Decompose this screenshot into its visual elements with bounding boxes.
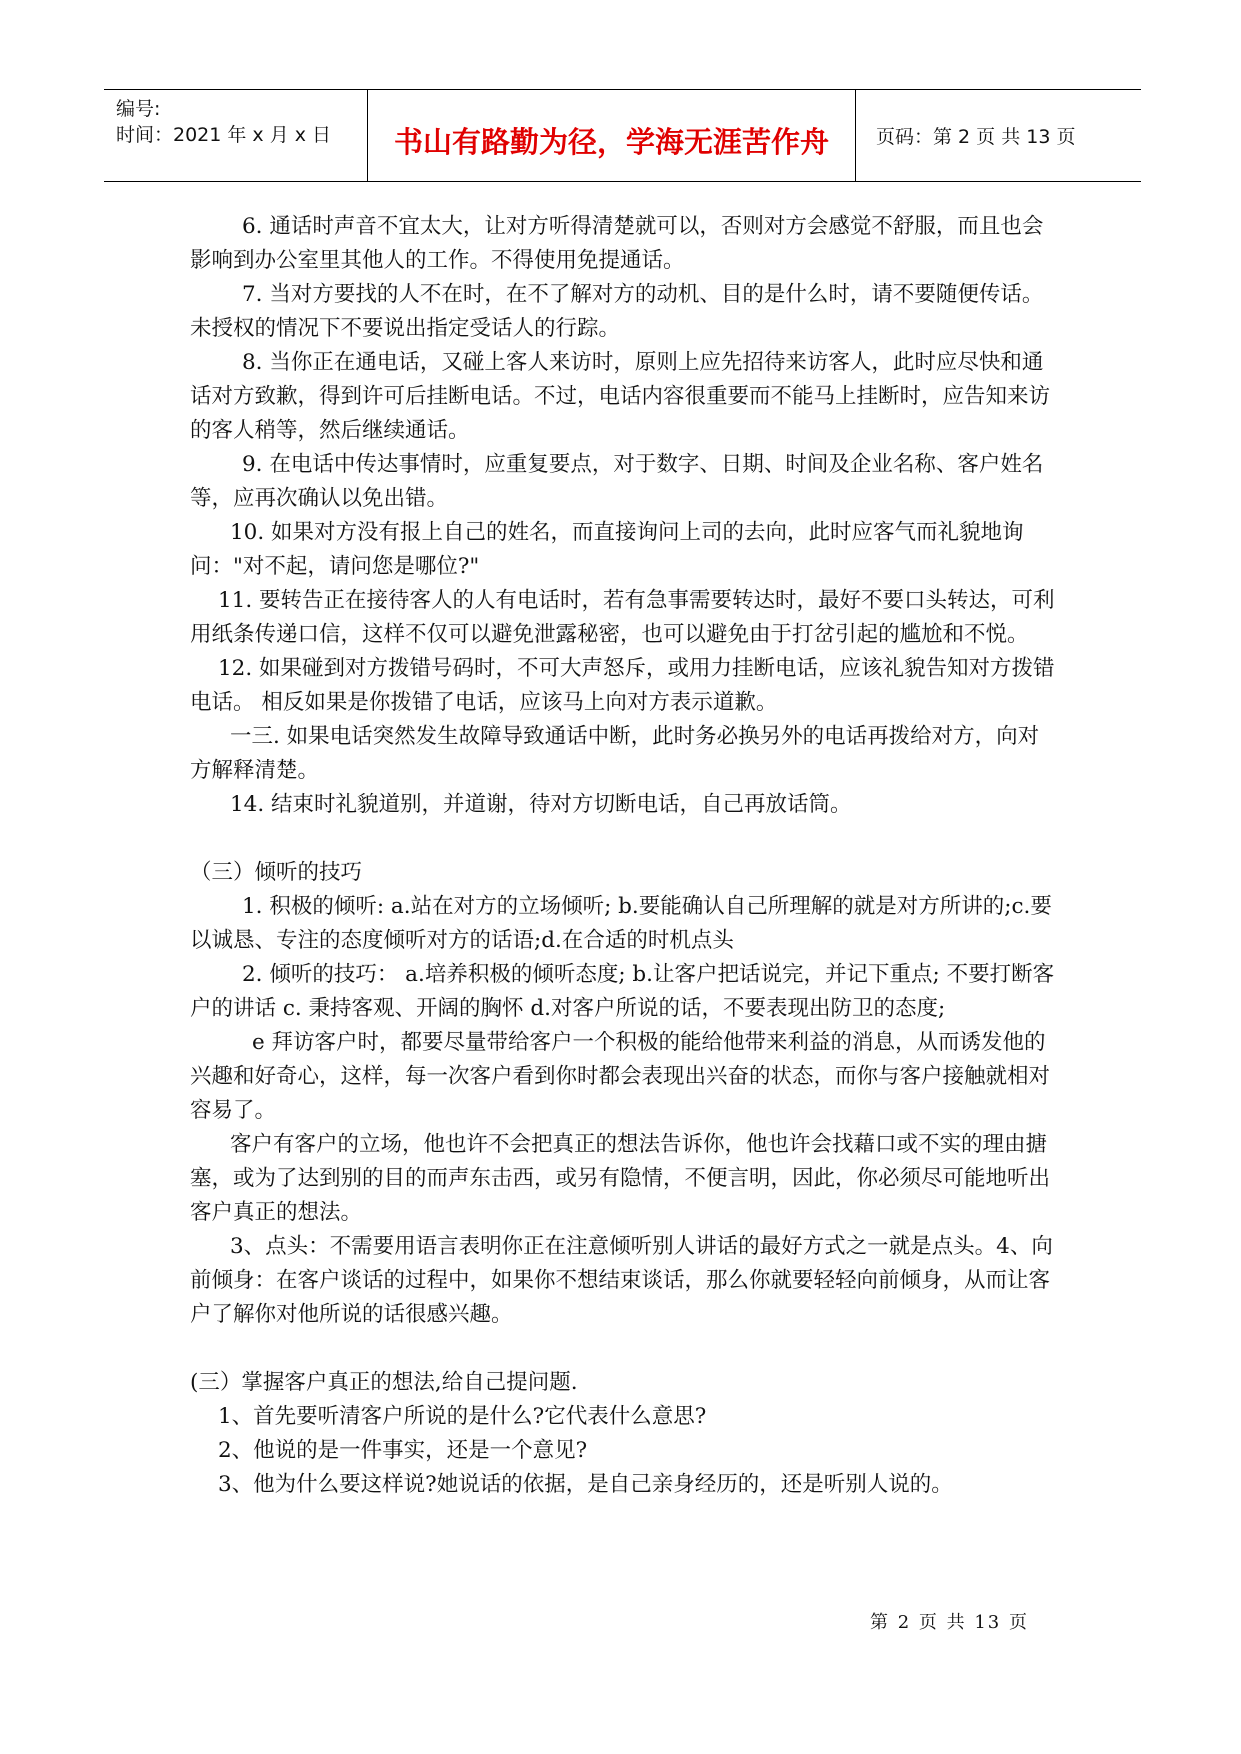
question-3: 3、他为什么要这样说?她说话的依据，是自己亲身经历的，还是听别人说的。 xyxy=(218,1472,953,1497)
section-heading-listening: （三）倾听的技巧 xyxy=(190,860,363,885)
paragraph-14: 14. 结束时礼貌道别，并道谢，待对方切断电话，自己再放话筒。 xyxy=(230,792,852,817)
paragraph-6: 6. 通话时声音不宜太大，让对方听得清楚就可以，否则对方会感觉不舒服，而且也会影响到办公室里其他人的工作。不得使用免提通话。 xyxy=(190,214,1044,273)
header-page-cell xyxy=(856,90,1141,181)
serial-number-label: 编号: xyxy=(116,98,161,120)
listening-point-e: e 拜访客户时，都要尽量带给客户一个积极的能给他带来利益的消息，从而诱发他的兴趣和好奇心，这样，每一次客户看到你时都会表现出兴奋的状态，而你与客户接触就相对容易了。 xyxy=(190,1030,1051,1123)
page-footer: 第 2 页 共 13 页 xyxy=(870,1612,1029,1633)
paragraph-9: 9. 在电话中传达事情时，应重复要点，对于数字、日期、时间及企业名称、客户姓名等，应再次确认以免出错。 xyxy=(190,452,1044,511)
header-motto-cell xyxy=(367,90,856,181)
document-body xyxy=(190,210,1060,1502)
customer-stance-paragraph: 客户有客户的立场，他也许不会把真正的想法告诉你，他也许会找藉口或不实的理由搪塞，或为了达到别的目的而声东击西，或另有隐情，不便言明，因此，你必须尽可能地听出客户真正的想法。 xyxy=(190,1132,1051,1225)
paragraph-13: 一三. 如果电话突然发生故障导致通话中断，此时务必换另外的电话再拨给对方，向对方解释清楚。 xyxy=(190,724,1040,783)
motto: 书山有路勤为径，学海无涯苦作舟 xyxy=(393,125,829,159)
paragraph-10: 10. 如果对方没有报上自己的姓名，而直接询问上司的去向，此时应客气而礼貌地询问："对不起，请问您是哪位?" xyxy=(190,520,1024,579)
section-heading-questions: (三）掌握客户真正的想法,给自己提问题. xyxy=(190,1370,578,1395)
paragraph-8: 8. 当你正在通电话，又碰上客人来访时，原则上应先招待来访客人，此时应尽快和通话对方致歉，得到许可后挂断电话。不过，电话内容很重要而不能马上挂断时，应告知来访的客人稍等，然后继续通话。 xyxy=(190,350,1051,443)
header-info-cell xyxy=(104,90,366,181)
question-2: 2、他说的是一件事实，还是一个意见? xyxy=(218,1438,588,1463)
time-label: 时间：2021 年 x 月 x 日 xyxy=(116,124,332,146)
paragraph-11: 11. 要转告正在接待客人的人有电话时，若有急事需要转达时，最好不要口头转达，可利用纸条传递口信，这样不仅可以避免泄露秘密，也可以避免由于打岔引起的尴尬和不悦。 xyxy=(190,588,1055,647)
page-header xyxy=(104,89,1141,182)
listening-point-1: 1. 积极的倾听: a.站在对方的立场倾听; b.要能确认自己所理解的就是对方所讲的;c.要以诚恳、专注的态度倾听对方的话语;d.在合适的时机点头 xyxy=(190,894,1052,953)
nodding-paragraph: 3、点头：不需要用语言表明你正在注意倾听别人讲话的最好方式之一就是点头。4、向前倾身：在客户谈话的过程中，如果你不想结束谈话，那么你就要轻轻向前倾身，从而让客户了解你对他所说的话很感兴趣。 xyxy=(190,1234,1053,1327)
paragraph-12: 12. 如果碰到对方拨错号码时，不可大声怒斥，或用力挂断电话，应该礼貌告知对方拨错电话。 相反如果是你拨错了电话，应该马上向对方表示道歉。 xyxy=(190,656,1055,715)
header-page-number: 页码：第 2 页 共 13 页 xyxy=(876,126,1076,148)
listening-point-2: 2. 倾听的技巧： a.培养积极的倾听态度; b.让客户把话说完，并记下重点; 不要打断客户的讲话 c. 秉持客观、开阔的胸怀 d.对客户所说的话，不要表现出防卫的态度; xyxy=(190,962,1055,1021)
paragraph-7: 7. 当对方要找的人不在时，在不了解对方的动机、目的是什么时，请不要随便传话。未授权的情况下不要说出指定受话人的行踪。 xyxy=(190,282,1044,341)
question-1: 1、首先要听清客户所说的是什么?它代表什么意思? xyxy=(218,1404,707,1429)
